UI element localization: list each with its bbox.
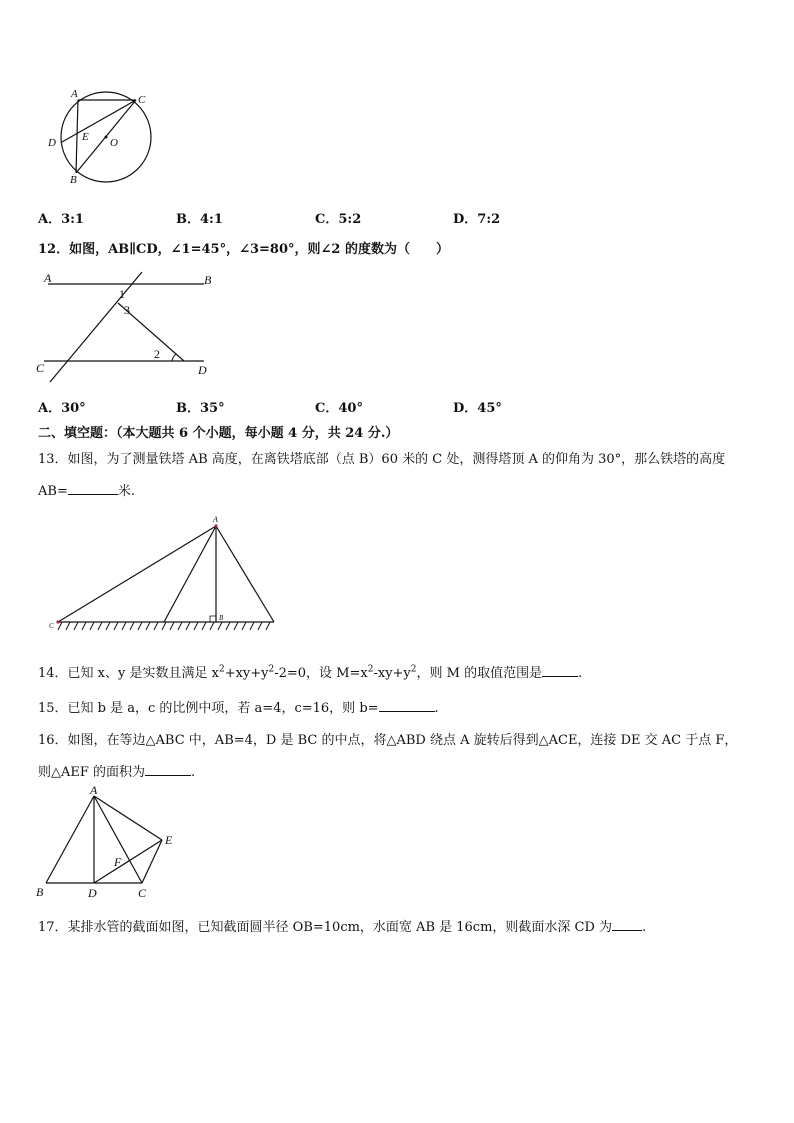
q11-option-a[interactable]: A．3:1 bbox=[38, 212, 84, 227]
sight-line-ca bbox=[58, 526, 216, 622]
q14-exponent-2: 2 bbox=[268, 664, 275, 675]
label-angle-1: 1 bbox=[119, 287, 125, 301]
q12-option-b[interactable]: B．35° bbox=[176, 401, 225, 416]
label-c: C bbox=[138, 94, 146, 106]
q13-question-line2 bbox=[38, 480, 135, 499]
q14-text-part4: -xy+y bbox=[373, 666, 411, 681]
transversal bbox=[50, 272, 142, 382]
section-2-heading: 二、填空题：（本大题共 6 个小题，每小题 4 分，共 24 分.） bbox=[38, 426, 399, 441]
q15-suffix: . bbox=[434, 701, 439, 716]
q11-option-b[interactable]: B．4:1 bbox=[176, 212, 223, 227]
label-d: D bbox=[198, 363, 207, 377]
label-o: O bbox=[110, 137, 118, 149]
q16-answer-blank[interactable] bbox=[145, 763, 191, 776]
q11-option-d[interactable]: D．7:2 bbox=[453, 212, 501, 227]
q17-question bbox=[38, 916, 646, 935]
label-d: D bbox=[88, 886, 97, 900]
q17-suffix: . bbox=[642, 920, 647, 935]
point-a bbox=[214, 524, 217, 527]
ground-hatching bbox=[58, 622, 270, 630]
q14-exponent-1: 2 bbox=[218, 664, 225, 675]
tower-right-leg bbox=[216, 526, 274, 622]
q12-parallel-lines-figure bbox=[34, 268, 224, 384]
q14-question bbox=[38, 662, 582, 681]
q16-question-line2 bbox=[38, 761, 195, 780]
q15-answer-blank[interactable] bbox=[379, 699, 435, 712]
chord-ab bbox=[76, 100, 78, 173]
label-f: F bbox=[114, 855, 122, 869]
q15-question bbox=[38, 697, 439, 716]
q14-text-part5: ，则 M 的取值范围是 bbox=[416, 666, 543, 681]
label-a: A bbox=[71, 88, 78, 100]
q14-text-part1: 14．已知 x、y 是实数且满足 x bbox=[38, 666, 219, 681]
q14-suffix: . bbox=[578, 666, 583, 681]
label-b: B bbox=[36, 885, 44, 899]
q13-prefix: AB= bbox=[38, 484, 68, 499]
side-ab bbox=[46, 796, 94, 883]
label-angle-3: 3 bbox=[124, 303, 130, 317]
right-angle-mark bbox=[210, 616, 216, 622]
label-b: B bbox=[219, 614, 224, 622]
q14-text-part3: -2=0，设 M=x bbox=[274, 666, 368, 681]
center-dot bbox=[105, 136, 108, 139]
side-ac bbox=[94, 796, 142, 883]
label-a: A bbox=[213, 515, 218, 524]
q16-suffix: . bbox=[191, 765, 196, 780]
q12-option-d[interactable]: D．45° bbox=[453, 401, 502, 416]
tower-left-leg bbox=[164, 526, 216, 622]
label-c: C bbox=[138, 886, 147, 900]
q13-question-line1: 13．如图，为了测量铁塔 AB 高度，在离铁塔底部（点 B）60 米的 C 处，测得塔顶 A 的仰角为 30°，那么铁塔的高度 bbox=[38, 452, 726, 467]
q14-answer-blank[interactable] bbox=[542, 664, 578, 677]
label-c: C bbox=[49, 622, 54, 630]
label-b: B bbox=[70, 174, 77, 186]
q11-option-c[interactable]: C．5:2 bbox=[315, 212, 362, 227]
point-c bbox=[56, 620, 59, 623]
q17-text: 17．某排水管的截面如图，已知截面圆半径 OB=10cm，水面宽 AB 是 16cm，则截面水深 CD 为 bbox=[38, 920, 613, 935]
q14-text-part2: +xy+y bbox=[224, 666, 269, 681]
q16-triangle-figure bbox=[32, 784, 192, 902]
label-d: D bbox=[48, 137, 56, 149]
label-angle-2: 2 bbox=[154, 347, 160, 361]
segment-ae bbox=[94, 796, 162, 840]
q12-question: 12．如图，AB∥CD，∠1=45°，∠3=80°，则∠2 的度数为（ ） bbox=[38, 242, 449, 257]
angle-2-arc bbox=[172, 354, 176, 361]
q13-answer-blank[interactable] bbox=[68, 482, 118, 495]
q13-tower-figure bbox=[44, 512, 284, 636]
q14-exponent-3: 2 bbox=[367, 664, 374, 675]
q17-answer-blank[interactable] bbox=[612, 918, 642, 931]
label-b: B bbox=[204, 273, 212, 287]
label-a: A bbox=[90, 784, 98, 797]
q11-circle-figure bbox=[40, 82, 170, 192]
label-e: E bbox=[82, 131, 89, 143]
label-a: A bbox=[44, 271, 52, 285]
label-e: E bbox=[165, 833, 173, 847]
q12-option-c[interactable]: C．40° bbox=[315, 401, 363, 416]
q16-question-line1: 16．如图，在等边△ABC 中，AB=4，D 是 BC 的中点，将△ABD 绕点 A 旋转后得到△ACE，连接 DE 交 AC 于点 F， bbox=[38, 733, 738, 748]
label-c: C bbox=[36, 361, 45, 375]
q14-exponent-4: 2 bbox=[410, 664, 417, 675]
q15-text: 15．已知 b 是 a，c 的比例中项，若 a=4，c=16，则 b= bbox=[38, 701, 379, 716]
q12-option-a[interactable]: A．30° bbox=[38, 401, 86, 416]
q13-suffix: 米. bbox=[117, 484, 135, 499]
q16-prefix: 则△AEF 的面积为 bbox=[38, 765, 146, 780]
